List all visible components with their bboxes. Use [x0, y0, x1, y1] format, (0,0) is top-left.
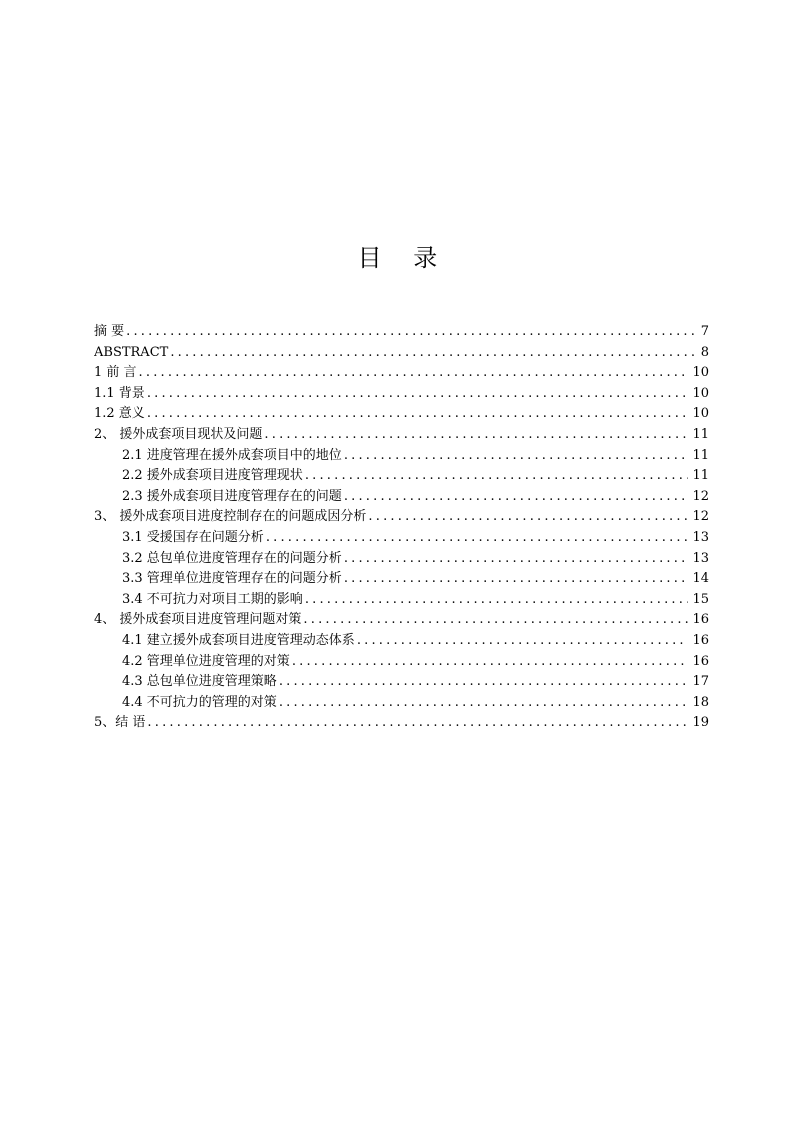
toc-entry[interactable]: [94, 713, 709, 734]
toc-leader-dots: [266, 528, 689, 549]
toc-entry[interactable]: [94, 652, 709, 673]
toc-leader-dots: [170, 343, 695, 364]
toc-entry[interactable]: [94, 528, 709, 549]
toc-entry[interactable]: [94, 322, 709, 343]
toc-entry[interactable]: [94, 446, 709, 467]
toc-leader-dots: [305, 466, 689, 487]
toc-entry-page: 14: [692, 571, 709, 587]
toc-entry[interactable]: [94, 672, 709, 693]
toc-entry-page: 7: [700, 324, 709, 339]
toc-leader-dots: [279, 672, 689, 693]
toc-leader-dots: [147, 404, 689, 425]
toc-entry-label: 1.2 意义: [94, 406, 145, 422]
toc-leader-dots: [292, 652, 689, 673]
toc-entry[interactable]: [94, 549, 709, 570]
toc-leader-dots: [303, 610, 688, 631]
toc-leader-dots: [344, 549, 689, 570]
toc-entry-label: 2.3 援外成套项目进度管理存在的问题: [122, 488, 342, 504]
toc-entry-label: 3.1 受援国存在问题分析: [122, 529, 264, 545]
toc-entry-label: 3.2 总包单位进度管理存在的问题分析: [122, 550, 342, 566]
toc-entry[interactable]: [94, 569, 709, 590]
toc-leader-dots: [139, 363, 689, 384]
toc-entry-label: 4、 援外成套项目进度管理问题对策: [94, 612, 302, 628]
toc-leader-dots: [126, 322, 695, 343]
toc-entry[interactable]: [94, 343, 709, 364]
toc-entry[interactable]: [94, 487, 709, 508]
toc-entry-page: 11: [692, 426, 709, 442]
toc-entry-page: 13: [692, 550, 709, 566]
toc-entry[interactable]: [94, 384, 709, 405]
toc-entry-page: 10: [692, 406, 709, 422]
toc-entry-label: 3.4 不可抗力对项目工期的影响: [122, 591, 303, 607]
toc-leader-dots: [305, 590, 689, 611]
toc-entry-label: 4.3 总包单位进度管理策略: [122, 674, 277, 690]
toc-entry[interactable]: [94, 363, 709, 384]
toc-entry-label: 5、结 语: [94, 715, 146, 731]
toc-leader-dots: [279, 693, 689, 714]
toc-entry-label: 2.1 进度管理在援外成套项目中的地位: [122, 447, 342, 463]
toc-entry-page: 19: [692, 715, 709, 731]
toc-entry[interactable]: [94, 507, 709, 528]
toc-title: 目 录: [357, 244, 450, 272]
toc-leader-dots: [147, 384, 689, 405]
toc-leader-dots: [344, 487, 689, 508]
toc-entry-page: 16: [692, 612, 709, 628]
toc-entry[interactable]: [94, 610, 709, 631]
toc-entry-page: 15: [692, 591, 709, 607]
toc-leader-dots: [368, 507, 688, 528]
toc-entry[interactable]: [94, 631, 709, 652]
toc-entry-label: 2、 援外成套项目现状及问题: [94, 426, 263, 442]
toc-entry-page: 16: [692, 653, 709, 669]
table-of-contents: [94, 322, 709, 734]
toc-entry[interactable]: [94, 404, 709, 425]
toc-entry-page: 10: [692, 365, 709, 381]
toc-entry-page: 13: [692, 529, 709, 545]
toc-entry-page: 11: [692, 468, 709, 484]
toc-entry-label: ABSTRACT: [94, 344, 169, 360]
toc-entry[interactable]: [94, 693, 709, 714]
toc-entry-page: 8: [700, 344, 709, 360]
toc-leader-dots: [344, 569, 689, 590]
toc-entry-page: 12: [692, 509, 709, 525]
toc-entry[interactable]: [94, 466, 709, 487]
toc-entry[interactable]: [94, 425, 709, 446]
toc-entry-page: 11: [692, 447, 709, 463]
toc-entry-page: 12: [692, 488, 709, 504]
toc-entry-page: 16: [692, 632, 709, 648]
toc-entry-label: 4.2 管理单位进度管理的对策: [122, 653, 290, 669]
toc-entry-label: 摘 要: [94, 324, 125, 339]
toc-leader-dots: [344, 446, 689, 467]
toc-entry-label: 2.2 援外成套项目进度管理现状: [122, 468, 303, 484]
toc-entry-label: 1 前 言: [94, 365, 137, 381]
toc-entry-label: 3、 援外成套项目进度控制存在的问题成因分析: [94, 509, 367, 525]
toc-entry[interactable]: [94, 590, 709, 611]
toc-entry-label: 1.1 背景: [94, 385, 145, 401]
toc-leader-dots: [147, 713, 688, 734]
toc-entry-label: 4.4 不可抗力的管理的对策: [122, 694, 277, 710]
toc-leader-dots: [264, 425, 688, 446]
toc-entry-page: 10: [692, 385, 709, 401]
toc-entry-label: 4.1 建立援外成套项目进度管理动态体系: [122, 632, 355, 648]
toc-entry-label: 3.3 管理单位进度管理存在的问题分析: [122, 571, 342, 587]
toc-entry-page: 18: [692, 694, 709, 710]
toc-entry-page: 17: [692, 674, 709, 690]
toc-leader-dots: [357, 631, 689, 652]
